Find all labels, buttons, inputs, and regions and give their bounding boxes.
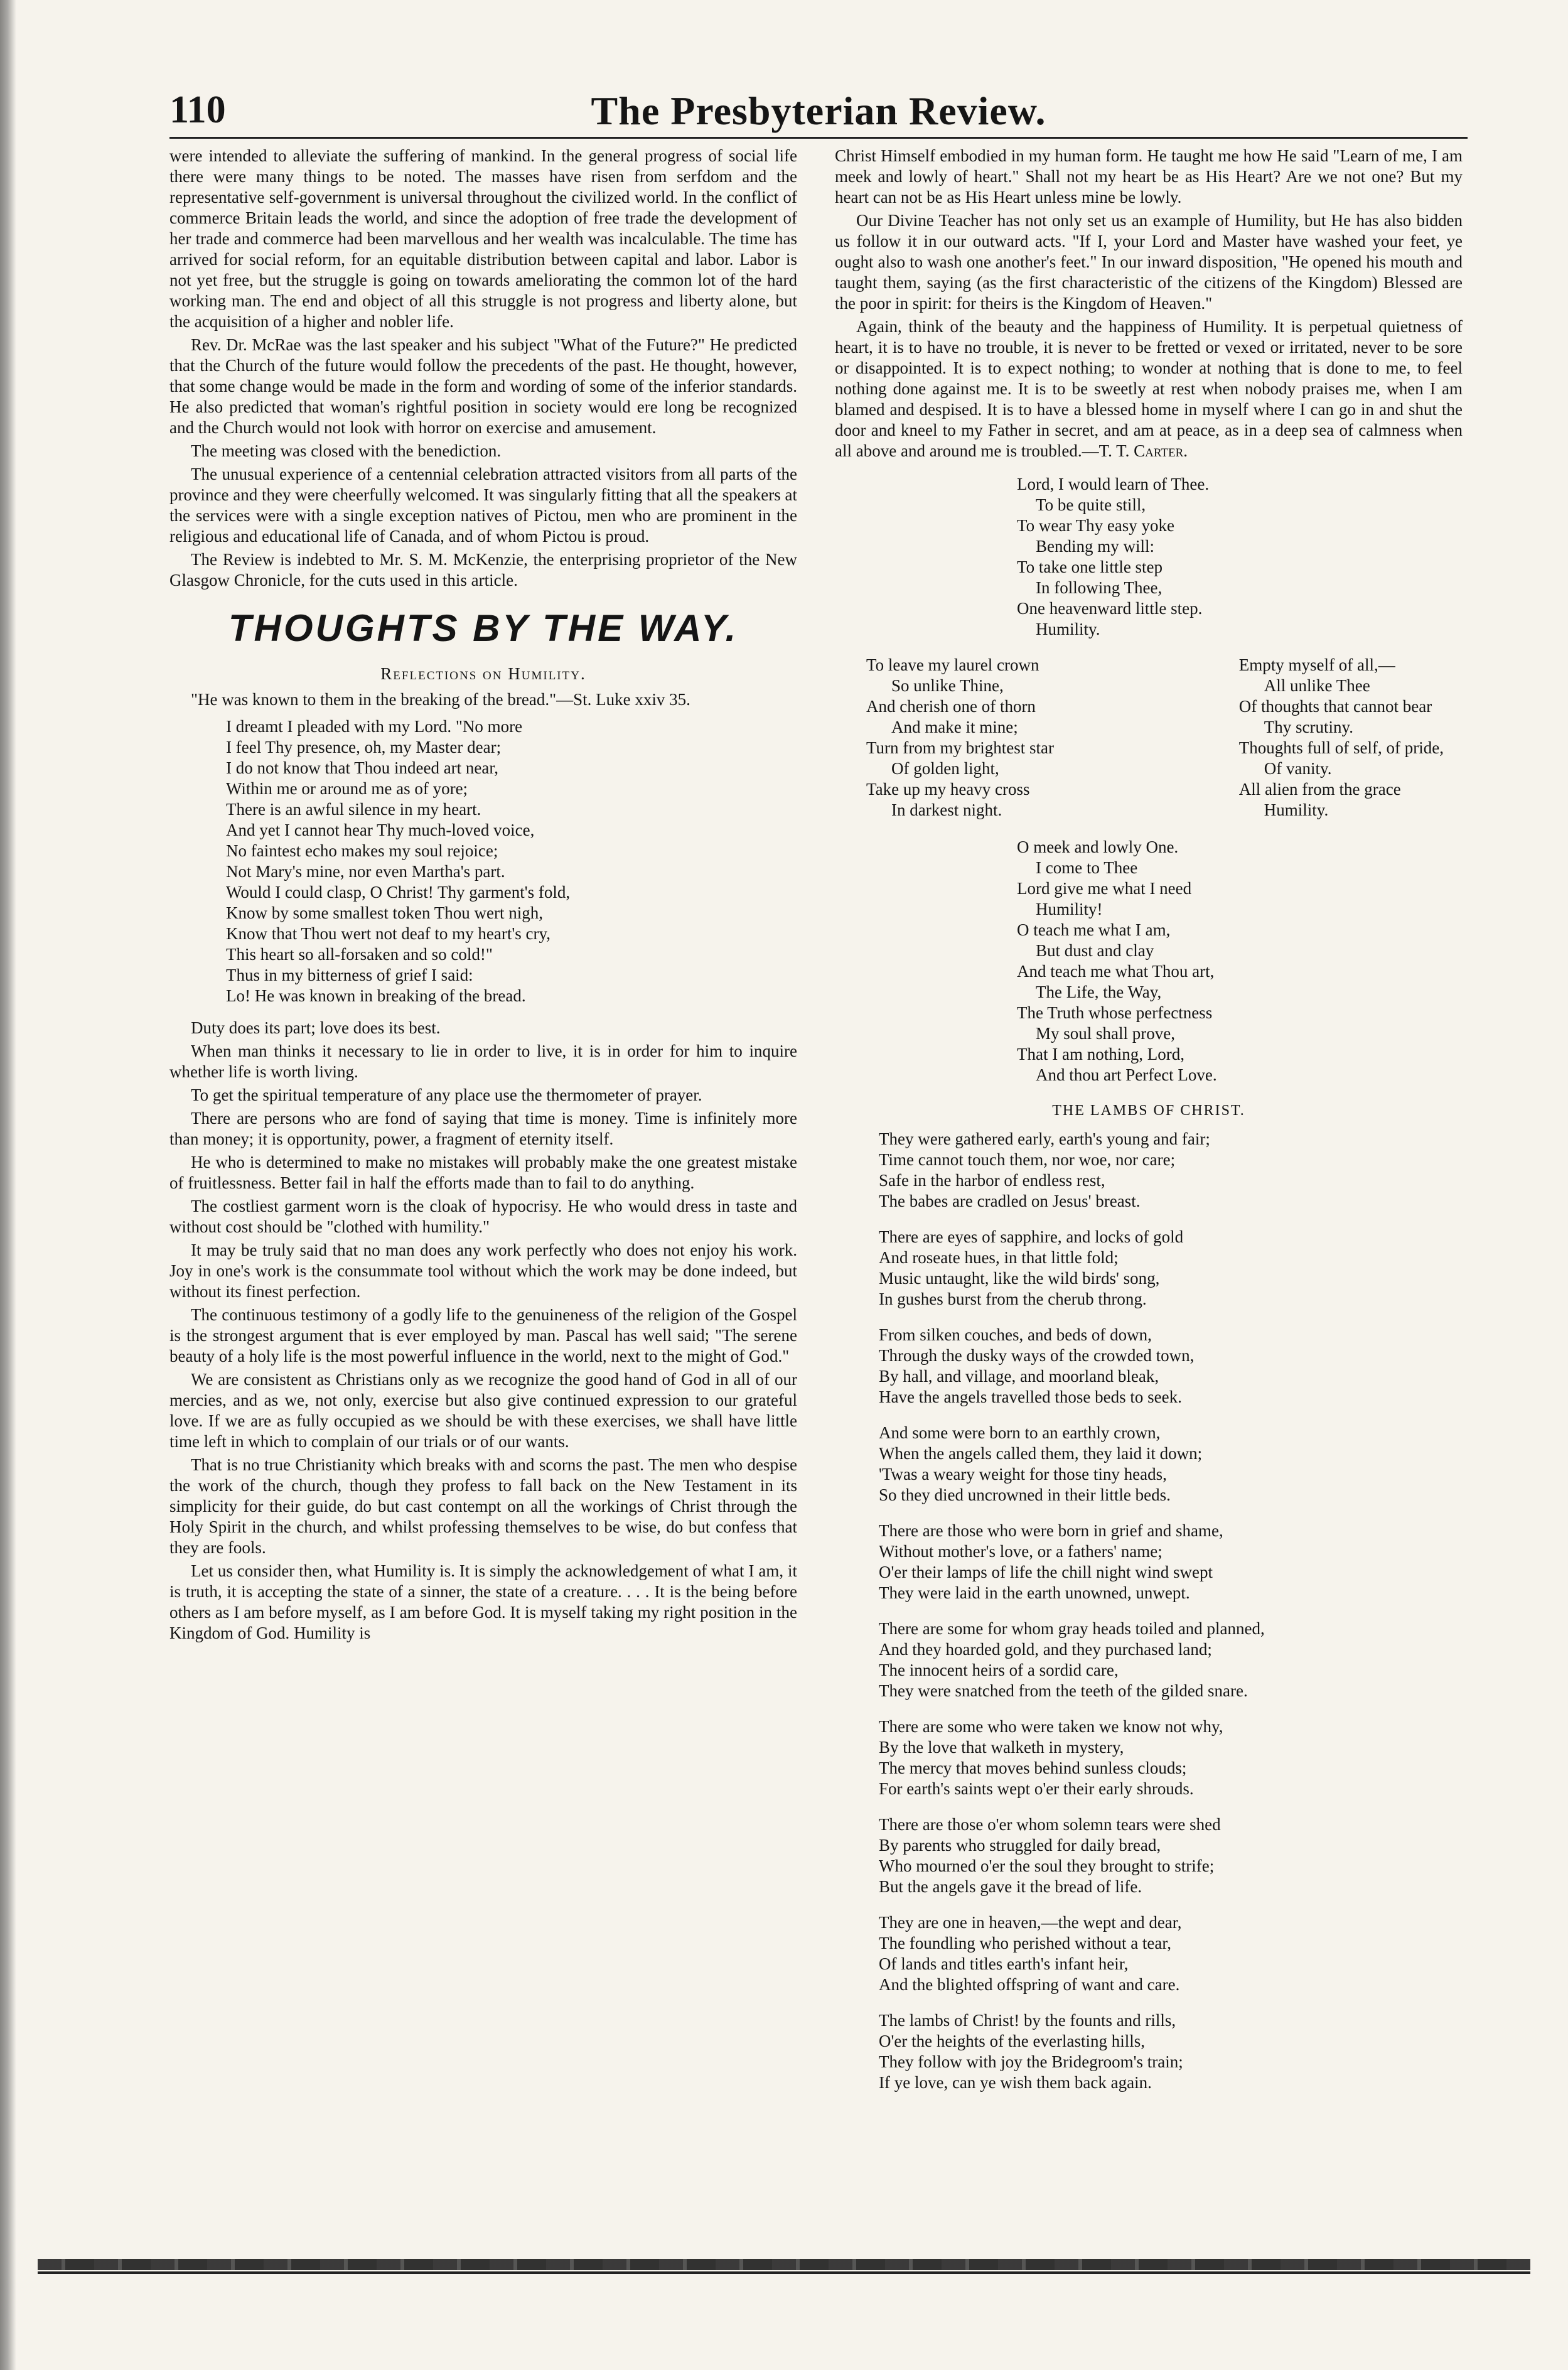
paragraph: We are consistent as Christians only as we recognize the good hand of God in all of our mercies, and as we, not only, exercise but also give continued expression to our grateful love. If we are as fully occupied as we should be with these exercises, we shall have little time left in which to complain of our trials or of our wants. bbox=[169, 1370, 797, 1451]
poem-line: 'Twas a weary weight for those tiny heads, bbox=[879, 1465, 1167, 1484]
poem-stanza bbox=[879, 2010, 1463, 2093]
poem-line: Within me or around me as of yore; bbox=[226, 779, 468, 798]
poem-lambs-of-christ bbox=[835, 1129, 1463, 2093]
poem-line: No faintest echo makes my soul rejoice; bbox=[226, 841, 498, 860]
poem-line: But the angels gave it the bread of life. bbox=[879, 1877, 1142, 1896]
poem-line: Humility. bbox=[1264, 800, 1329, 819]
poem-line: The Life, the Way, bbox=[1036, 983, 1162, 1001]
poem-title: THE LAMBS OF CHRIST. bbox=[1052, 1102, 1245, 1119]
scan-edge-shadow bbox=[0, 0, 16, 2370]
poem-line: That I am nothing, Lord, bbox=[1017, 1045, 1184, 1064]
poem-line: Thy scrutiny. bbox=[1264, 718, 1354, 736]
poem-line: There are some for whom gray heads toiled and planned, bbox=[879, 1619, 1265, 1638]
poem-line: O'er the heights of the everlasting hills, bbox=[879, 2032, 1146, 2050]
poem-line: They were snatched from the teeth of the gilded snare. bbox=[879, 1681, 1248, 1700]
section-title: THOUGHTS BY THE WAY. bbox=[228, 607, 739, 649]
left-column bbox=[169, 146, 797, 1646]
poem-line: Turn from my brightest star bbox=[866, 738, 1054, 757]
poem-stanza-left bbox=[866, 655, 1054, 821]
poem-stanza-right bbox=[1239, 655, 1444, 821]
poem-line: There are some who were taken we know not why, bbox=[879, 1717, 1223, 1736]
poem-line: There are those o'er whom solemn tears were shed bbox=[879, 1815, 1221, 1834]
poem-stanza bbox=[879, 1227, 1463, 1310]
poem-line: Have the angels travelled those beds to seek. bbox=[879, 1387, 1182, 1406]
poem-line: O meek and lowly One. bbox=[1017, 838, 1179, 856]
poem-line: My soul shall prove, bbox=[1036, 1024, 1175, 1043]
poem-line: The lambs of Christ! by the founts and rills, bbox=[879, 2011, 1176, 2030]
poem-line: They follow with joy the Bridegroom's train; bbox=[879, 2052, 1183, 2071]
poem-line: To wear Thy easy yoke bbox=[1017, 516, 1175, 535]
poem-line: This heart so all-forsaken and so cold!" bbox=[226, 945, 493, 964]
poem-line: They were gathered early, earth's young and fair; bbox=[879, 1129, 1210, 1148]
right-column bbox=[835, 146, 1463, 2108]
poem-line: So unlike Thine, bbox=[891, 676, 1004, 695]
poem-line: I do not know that Thou indeed art near, bbox=[226, 758, 499, 777]
poem-line: Would I could clasp, O Christ! Thy garment's fold, bbox=[226, 883, 571, 902]
poem-line: Time cannot touch them, nor woe, nor care; bbox=[879, 1150, 1176, 1169]
poem-line: Lord give me what I need bbox=[1017, 879, 1192, 898]
poem-line: Through the dusky ways of the crowded town, bbox=[879, 1346, 1195, 1365]
paragraph: He who is determined to make no mistakes will probably make the one greatest mistake of fruitlessness. Better fail in half the efforts made than to fail to do anything. bbox=[169, 1153, 797, 1192]
poem-line: Not Mary's mine, nor even Martha's part. bbox=[226, 862, 505, 881]
poem-stanza bbox=[879, 1912, 1463, 1995]
paragraph: The unusual experience of a centennial celebration attracted visitors from all parts of the province and they were cheerfully welcomed. It was singularly fitting that all the speakers at the services were with a single exception natives of Pictou, men who are prominent in the religious and educational life of Canada, and of whom Pictou is proud. bbox=[169, 465, 797, 546]
poem-line: And they hoarded gold, and they purchased land; bbox=[879, 1640, 1212, 1659]
poem-line: Of thoughts that cannot bear bbox=[1238, 697, 1432, 716]
poem-line: Empty myself of all,— bbox=[1238, 655, 1395, 674]
poem-line: There is an awful silence in my heart. bbox=[226, 800, 481, 819]
poem-line: Bending my will: bbox=[1036, 537, 1154, 556]
paragraph: It may be truly said that no man does any work perfectly who does not enjoy his work. Joy in one's work is the consummate tool without which the work may be done indeed, but without its finest perfection. bbox=[169, 1241, 797, 1301]
poem-line: Humility! bbox=[1036, 900, 1103, 918]
poem-line: O'er their lamps of life the chill night wind swept bbox=[879, 1563, 1213, 1581]
poem-line: One heavenward little step. bbox=[1017, 599, 1203, 618]
bottom-scan-band bbox=[38, 2259, 1530, 2270]
poem-line: And the blighted offspring of want and care. bbox=[879, 1975, 1180, 1994]
poem-line: Lo! He was known in breaking of the bread. bbox=[226, 986, 526, 1005]
poem-line: To take one little step bbox=[1017, 557, 1163, 576]
poem-line: And some were born to an earthly crown, bbox=[879, 1423, 1161, 1442]
poem-line: To leave my laurel crown bbox=[866, 655, 1039, 674]
poem-stanza-pair bbox=[835, 655, 1463, 821]
poem-line: And yet I cannot hear Thy much-loved voice, bbox=[226, 821, 535, 839]
poem-line: Humility. bbox=[1036, 620, 1100, 638]
bottom-rule bbox=[38, 2271, 1530, 2274]
paragraph: were intended to alleviate the suffering of mankind. In the general progress of social life there were many things to be noted. The masses have risen from serfdom and the representative self-government is universal throughout the civilized world. In the conflict of commerce Britain leads the world, and since the adoption of free trade the development of her trade and commerce had been marvellous and her wealth was incalculable. The time has arrived for social reform, for an equitable distribution between capital and labor. Labor is not yet free, but the struggle is going on towards ameliorating the common lot of the hard working man. The end and object of all this struggle is not progress and liberty alone, but the acquisition of a higher and nobler life. bbox=[169, 146, 797, 331]
poem-line: I feel Thy presence, oh, my Master dear; bbox=[226, 738, 502, 757]
poem-stanza bbox=[879, 1716, 1463, 1799]
paragraph bbox=[835, 316, 1463, 461]
poem-line: Take up my heavy cross bbox=[866, 780, 1030, 799]
poem-line: Of vanity. bbox=[1264, 759, 1332, 778]
paragraph: The meeting was closed with the benediction. bbox=[191, 441, 502, 460]
poem-line: Without mother's love, or a fathers' name; bbox=[879, 1542, 1163, 1561]
paragraph: There are persons who are fond of saying that time is money. Time is infinitely more than money; it is opportunity, power, a fragment of eternity itself. bbox=[169, 1109, 797, 1148]
poem-line: All unlike Thee bbox=[1264, 676, 1370, 695]
poem-line: By parents who struggled for daily bread, bbox=[879, 1836, 1161, 1855]
poem-stanza bbox=[879, 1423, 1463, 1505]
paragraph: The continuous testimony of a godly life to the genuineness of the religion of the Gospel is the strongest argument that is ever employed by man. Pascal has well said; "The serene beauty of a holy life is the most powerful influence in the world, next to the might of God." bbox=[169, 1305, 797, 1365]
masthead-title: The Presbyterian Review. bbox=[591, 89, 1046, 133]
poem-line: There are eyes of sapphire, and locks of gold bbox=[879, 1227, 1184, 1246]
paragraph: Duty does its part; love does its best. bbox=[191, 1018, 441, 1037]
poem-line: O teach me what I am, bbox=[1017, 920, 1171, 939]
paragraph-text: Again, think of the beauty and the happiness of Humility. It is perpetual quietness of heart, it is to have no trouble, it is never to be fretted or vexed or irritated, never to be sore or disappointed. It is to expect nothing; to wonder at nothing that is done to me, to feel nothing done against me. It is to be sweetly at rest when nobody praises me, when I am blamed and despised. It is to have a blessed home in myself where I can go in and shut the door and kneel to my Father in secret, and am at peace, as in a deep sea of calmness when all above and around me is troubled.—T. T. bbox=[835, 317, 1463, 460]
poem-learn-of-thee bbox=[835, 474, 1463, 640]
poem-line: So they died uncrowned in their little beds. bbox=[879, 1485, 1171, 1504]
page-number: 110 bbox=[169, 89, 226, 131]
poem-line: Music untaught, like the wild birds' song, bbox=[879, 1269, 1160, 1288]
poem-line: Of golden light, bbox=[891, 759, 999, 778]
poem-line: Thus in my bitterness of grief I said: bbox=[226, 966, 473, 984]
poem-line: Thoughts full of self, of pride, bbox=[1238, 738, 1444, 757]
epigraph: "He was known to them in the breaking of the bread."—St. Luke xxiv 35. bbox=[191, 690, 690, 709]
paragraph: Christ Himself embodied in my human form. He taught me how He said "Learn of me, I am meek and lowly of heart." Shall not my heart be as His Heart? Are we not one? But my heart can not be as His Heart unless mine be lowly. bbox=[835, 146, 1463, 207]
poem-line: They were laid in the earth unowned, unwept. bbox=[879, 1583, 1190, 1602]
poem-line: By hall, and village, and moorland bleak, bbox=[879, 1367, 1159, 1386]
poem-line: The Truth whose perfectness bbox=[1017, 1003, 1213, 1022]
poem-dream bbox=[169, 716, 797, 1006]
header-rule bbox=[169, 137, 1468, 139]
poem-line: To be quite still, bbox=[1036, 495, 1146, 514]
poem-line: Who mourned o'er the soul they brought to strife; bbox=[879, 1856, 1215, 1875]
author-signature: Carter. bbox=[1134, 441, 1188, 460]
poem-line: The innocent heirs of a sordid care, bbox=[879, 1661, 1119, 1679]
paragraph: Let us consider then, what Humility is. It is simply the acknowledgement of what I am, it is truth, it is accepting the state of a sinner, the state of a creature. . . . It is the being before others as I am before myself, as I am before God. It is myself taking my right position in the Kingdom of God. Humility is bbox=[169, 1561, 797, 1642]
paragraph: Our Divine Teacher has not only set us an example of Humility, but He has also bidden us follow it in our outward acts. "If I, your Lord and Master have washed your feet, ye ought also to wash one another's feet." In our inward disposition, "He opened his mouth and taught them, saying (as the first characteristic of the citizens of the Kingdom) Blessed are the poor in spirit: for theirs is the Kingdom of Heaven." bbox=[835, 211, 1463, 313]
poem-line: In gushes burst from the cherub throng. bbox=[879, 1290, 1147, 1308]
poem-line: Of lands and titles earth's infant heir, bbox=[879, 1954, 1129, 1973]
poem-stanza bbox=[879, 1325, 1463, 1408]
poem-line: And thou art Perfect Love. bbox=[1036, 1065, 1217, 1084]
paragraph: That is no true Christianity which breaks with and scorns the past. The men who despise the work of the church, though they profess to fall back on the New Testament in its simplicity for their guide, do but cast contempt on all the workings of Christ through the Holy Spirit in the church, and whilst professing themselves to be wise, do but confess that they are fools. bbox=[169, 1455, 797, 1557]
paragraph: The costliest garment worn is the cloak of hypocrisy. He who would dress in taste and without cost should be "clothed with humility." bbox=[169, 1197, 797, 1236]
poem-line: And make it mine; bbox=[891, 718, 1018, 736]
poem-line: And cherish one of thorn bbox=[866, 697, 1036, 716]
poem-line: The mercy that moves behind sunless clouds; bbox=[879, 1759, 1187, 1777]
poem-stanza bbox=[879, 1129, 1463, 1212]
poem-meek-and-lowly bbox=[835, 837, 1463, 1085]
poem-line: All alien from the grace bbox=[1238, 780, 1401, 799]
poem-line: I come to Thee bbox=[1036, 858, 1138, 877]
poem-line: When the angels called them, they laid it down; bbox=[879, 1444, 1203, 1463]
poem-stanza bbox=[879, 1814, 1463, 1897]
poem-line: In darkest night. bbox=[891, 800, 1002, 819]
poem-line: By the love that walketh in mystery, bbox=[879, 1738, 1124, 1757]
poem-stanza bbox=[879, 1619, 1463, 1701]
poem-line: For earth's saints wept o'er their early shrouds. bbox=[879, 1779, 1194, 1798]
poem-line: There are those who were born in grief and shame, bbox=[879, 1521, 1223, 1540]
poem-line: And roseate hues, in that little fold; bbox=[879, 1248, 1119, 1267]
paragraph: The Review is indebted to Mr. S. M. McKenzie, the enterprising proprietor of the New Glasgow Chronicle, for the cuts used in this article. bbox=[169, 550, 797, 590]
poem-line: Know by some smallest token Thou wert nigh, bbox=[226, 903, 543, 922]
poem-line: In following Thee, bbox=[1036, 578, 1163, 597]
poem-line: They are one in heaven,—the wept and dear, bbox=[879, 1913, 1182, 1932]
poem-line: The foundling who perished without a tear, bbox=[879, 1934, 1172, 1953]
poem-line: But dust and clay bbox=[1036, 941, 1154, 960]
poem-line: And teach me what Thou art, bbox=[1017, 962, 1215, 981]
poem-line: From silken couches, and beds of down, bbox=[879, 1325, 1152, 1344]
paragraph: Rev. Dr. McRae was the last speaker and his subject "What of the Future?" He predicted that the Church of the future would follow the precedents of the past. He thought, however, that some change would be made in the form and wording of some of the inferior standards. He also predicted that woman's rightful position in society would ere long be recognized and the Church would not look with horror on exercise and amusement. bbox=[169, 335, 797, 437]
poem-stanza bbox=[879, 1521, 1463, 1603]
section-subheading: Reflections on Humility. bbox=[380, 664, 586, 683]
poem-line: If ye love, can ye wish them back again. bbox=[879, 2073, 1152, 2092]
paragraph: When man thinks it necessary to lie in order to live, it is in order for him to inquire whether life is worth living. bbox=[169, 1042, 797, 1081]
page-header bbox=[169, 88, 1468, 138]
poem-line: Safe in the harbor of endless rest, bbox=[879, 1171, 1105, 1190]
poem-line: The babes are cradled on Jesus' breast. bbox=[879, 1192, 1141, 1210]
poem-line: I dreamt I pleaded with my Lord. "No more bbox=[226, 717, 523, 736]
poem-line: Lord, I would learn of Thee. bbox=[1017, 475, 1210, 493]
paragraph: To get the spiritual temperature of any place use the thermometer of prayer. bbox=[191, 1085, 702, 1104]
poem-line: Know that Thou wert not deaf to my heart's cry, bbox=[226, 924, 550, 943]
